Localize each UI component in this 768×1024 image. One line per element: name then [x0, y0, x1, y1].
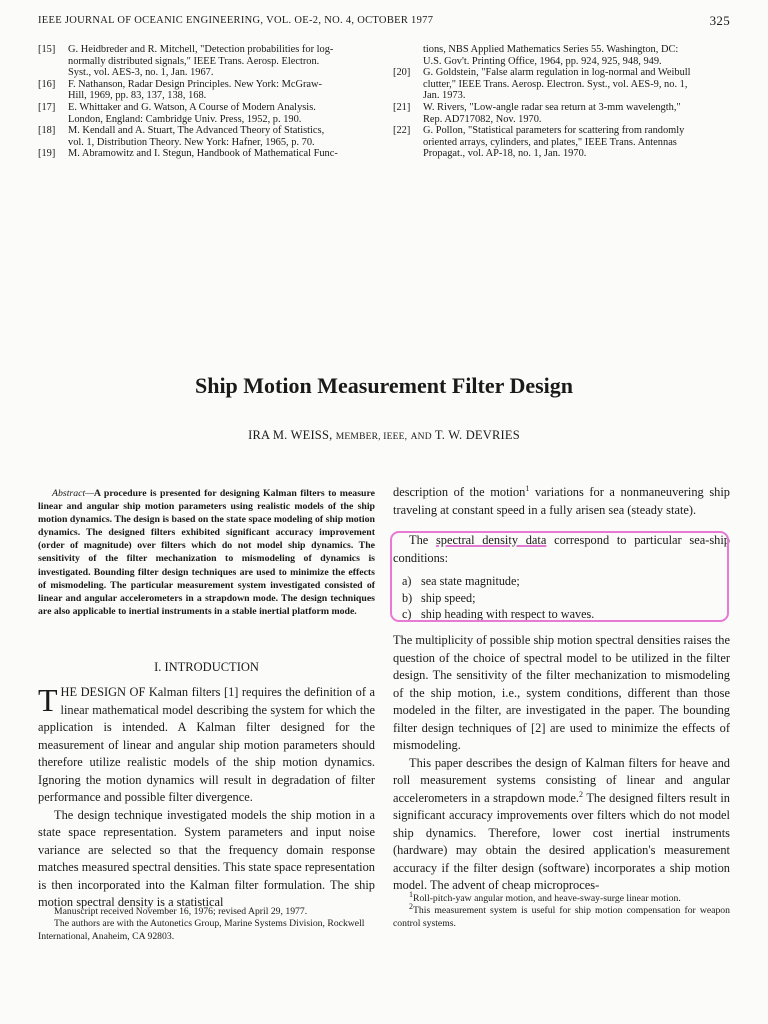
paragraph-text: description of the motion: [393, 485, 526, 499]
paragraph: [393, 755, 730, 895]
list-text: sea state magnitude;: [421, 574, 520, 588]
continued-paragraph: [393, 484, 730, 519]
reference-17: [38, 102, 378, 125]
footnotes-left: [38, 906, 375, 943]
reference-16: [38, 79, 378, 102]
references-right: [393, 44, 733, 160]
list-text: ship speed;: [421, 590, 476, 605]
ref-text: vol. 1, Distribution Theory. New York: Hafner, 1965, p. 70.: [68, 136, 315, 148]
paragraph-text: This paper describes the design of Kalman filters for heave and roll measurement systems consisting of linear and angular accelerometers in a strapdown mode.: [393, 755, 730, 805]
ref-number: [18]: [38, 125, 56, 137]
footnotes-right: [393, 889, 730, 930]
abstract-lead: Abstract—: [52, 488, 94, 499]
paragraph-text: The: [409, 533, 436, 547]
received-note: Manuscript received November 16, 1976; revised April 29, 1977.: [54, 906, 308, 917]
page-number: 325: [709, 13, 730, 28]
author-role: MEMBER, IEEE,: [335, 432, 408, 442]
ref-number: [19]: [38, 148, 56, 160]
paragraph-text: correspond to particular sea-ship conditions:: [393, 533, 730, 565]
paragraph-text: HE DESIGN OF Kalman filters [1] requires the definition of a linear mathematical model describing the system for which the application is intended. A Kalman filter designed for the measurement of linear and angular ship motion parameters should therefore utilize realistic models of the ship motion dynamics. Ignoring the motion dynamics will result in degradation of filter performance and possible filter divergence.: [38, 685, 375, 804]
abstract: [38, 487, 375, 618]
intro-paragraph: The design technique investigated models the ship motion in a state space representation. System parameters and input noise variance are selected so that the frequency domain response matches measured spectral densities. This state space representation is then incorporated into the Kalman filter formulation. The ship motion spectral density is a statistical: [38, 807, 375, 909]
footnote: [393, 902, 730, 930]
underlined-phrase: spectral density data: [435, 533, 547, 547]
footnote-ref: 1: [525, 483, 530, 493]
affiliation-note: The authors are with the Autonetics Group, Marine Systems Division, Rockwell International, Anaheim, CA 92803.: [38, 918, 365, 942]
journal-header: IEEE JOURNAL OF OCEANIC ENGINEERING, VOL. OE-2, NO. 4, OCTOBER 1977: [38, 15, 434, 26]
ref-text: G. Heidbreder and R. Mitchell, "Detection probabilities for log-: [68, 44, 334, 55]
ref-text: London, England: Cambridge Univ. Press, 1952, p. 190.: [68, 113, 302, 125]
reference-22: [393, 125, 733, 160]
ref-text: Rep. AD717082, Nov. 1970.: [423, 113, 542, 125]
ref-text: Propagat., vol. AP-18, no. 1, Jan. 1970.: [423, 148, 587, 160]
section-heading: I. INTRODUCTION: [154, 660, 259, 674]
footnote-text: Roll-pitch-yaw angular motion, and heave-sway-surge linear motion.: [413, 893, 681, 904]
ref-text: Syst., vol. AES-3, no. 1, Jan. 1967.: [68, 67, 214, 79]
list-text: ship heading with respect to waves.: [421, 607, 595, 621]
ref-number: [15]: [38, 44, 56, 55]
ref-number: [16]: [38, 78, 56, 90]
abstract-text: A procedure is presented for designing Kalman filters to measure linear and angular ship motion parameters using realistic models of the ship motion dynamics. The design is based on the state space modeling of ship motion dynamics. The designed filters exhibited significant accuracy improvement (order of magnitude) over filters which do not model ship dynamics. The sensitivity of the filter mechanization to mismodeling of dynamics is investigated. Bounding filter design techniques are used to minimize the effects of mismodeling. The particular measurement system investigated consisted of linear and angular accelerometers in a strapdown mode. The design techniques are also applicable to inertial instruments in a stable inertial platform mode.: [38, 488, 375, 617]
list-letter: a): [402, 574, 412, 588]
intro-paragraph: [38, 684, 375, 807]
author-name: T. W. DEVRIES: [434, 428, 520, 442]
author-and: AND: [410, 432, 432, 442]
ref-number: [17]: [38, 101, 56, 113]
intro-column-left: [38, 684, 375, 912]
paper-title: Ship Motion Measurement Filter Design: [194, 373, 574, 398]
right-column-body: [393, 632, 730, 895]
reference-19: [38, 148, 378, 160]
ref-number: [21]: [393, 101, 411, 113]
list-letter: b): [402, 590, 413, 605]
intro-column-right: [393, 484, 730, 519]
ref-text: M. Kendall and A. Stuart, The Advanced Theory of Statistics,: [68, 125, 325, 137]
ref-text: F. Nathanson, Radar Design Principles. New York: McGraw-: [68, 78, 322, 90]
list-letter: c): [402, 607, 412, 621]
running-header: [38, 13, 730, 31]
ref-text: M. Abramowitz and I. Stegun, Handbook of Mathematical Func-: [68, 148, 338, 160]
ref-text: normally distributed signals," IEEE Trans. Aerosp. Electron.: [68, 55, 320, 67]
paragraph-text: The designed filters result in significant accuracy improvements over filters which do not model ship dynamics. Therefore, lower cost inertial instruments (hardware) may obtain the desired application's measurement accuracy if the filter design (software) incorporates a ship motion model. The advent of cheap microproces-: [393, 790, 730, 892]
ref-text: E. Whittaker and G. Watson, A Course of Modern Analysis.: [68, 101, 316, 113]
footnote-text: This measurement system is useful for ship motion compensation for weapon control systems.: [393, 905, 730, 929]
author-line: [0, 428, 768, 443]
reference-21: [393, 102, 733, 125]
author-name: IRA M. WEISS,: [248, 428, 333, 442]
ref-text: oriented arrays, cylinders, and plates," IEEE Trans. Antennas: [423, 136, 677, 148]
footnote-marker: 1: [409, 889, 413, 899]
paragraph: The multiplicity of possible ship motion spectral densities raises the question of the choice of spectral model to be utilized in the filter design. The sensitivity of the filter mechanization to mismodeling of the ship motion, i.e., system conditions, different than those modeled in the filter, are investigated in the paper. The bounding filter design techniques of [2] are used to minimize the effects of mismodeling.: [393, 633, 730, 752]
footnote: [393, 889, 730, 905]
ref-text: Hill, 1969, pp. 83, 137, 138, 168.: [68, 90, 207, 102]
ref-text: clutter," IEEE Trans. Aerosp. Electron. Syst., vol. AES-9, no. 1,: [423, 78, 688, 90]
ref-text: G. Goldstein, "False alarm regulation in log-normal and Weibull: [423, 67, 691, 79]
ref-number: [22]: [393, 125, 411, 137]
ref-continuation: U.S. Gov't. Printing Office, 1964, pp. 924, 925, 948, 949.: [423, 55, 662, 67]
ref-continuation: tions, NBS Applied Mathematics Series 55. Washington, DC:: [423, 44, 679, 55]
footnote-ref: 2: [578, 789, 583, 799]
reference-20: [393, 67, 733, 102]
ref-text: W. Rivers, "Low-angle radar sea return at 3-mm wavelength,": [423, 101, 681, 113]
ref-text: Jan. 1973.: [423, 90, 466, 102]
highlight-box: [390, 531, 729, 622]
reference-15: [38, 44, 378, 79]
footnote-marker: 2: [409, 902, 413, 912]
drop-cap: T: [38, 682, 58, 718]
paragraph-text: variations for a nonmaneuvering ship traveling at constant speed in a fully arisen sea (steady state).: [393, 485, 730, 517]
references-left: [38, 44, 378, 160]
reference-18: [38, 125, 378, 148]
ref-text: G. Pollon, "Statistical parameters for scattering from randomly: [423, 125, 685, 137]
ref-number: [20]: [393, 67, 411, 79]
